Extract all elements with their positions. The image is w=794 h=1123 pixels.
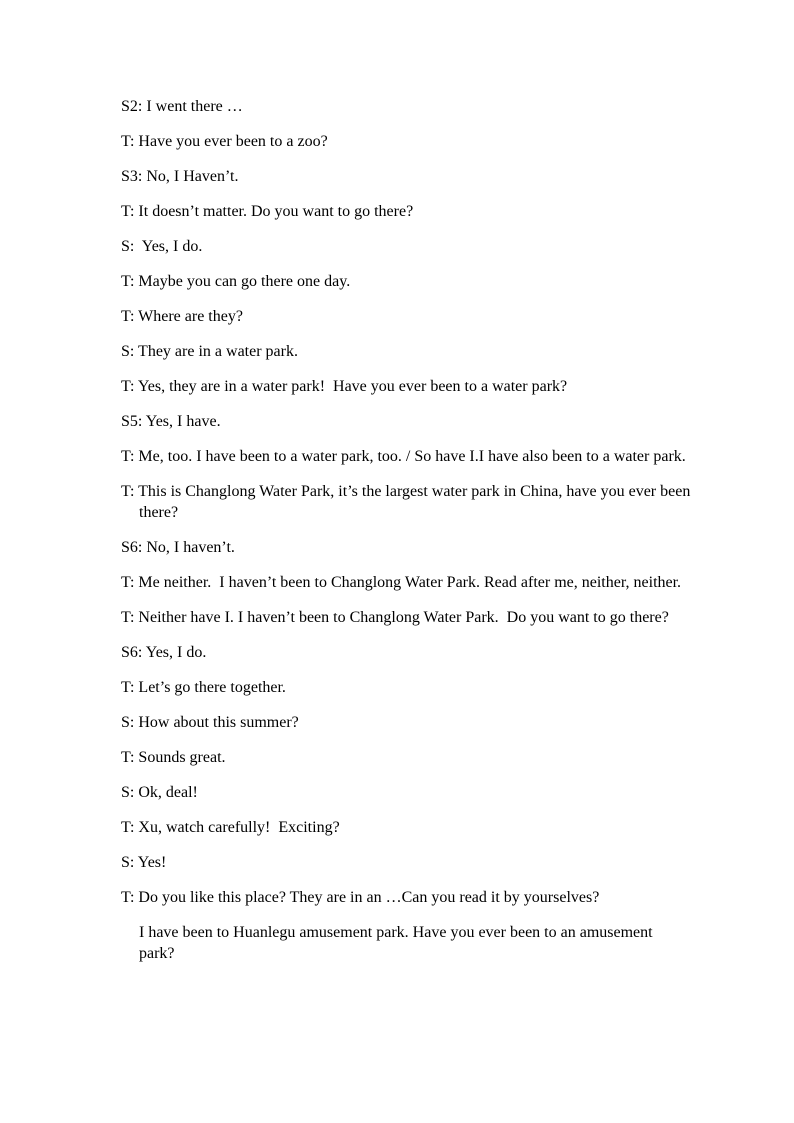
document-page xyxy=(121,96,695,978)
dialogue-line-17: T: Let’s go there together. xyxy=(121,679,286,696)
dialogue-line-5: S: Yes, I do. xyxy=(121,238,203,255)
dialogue-line-18: S: How about this summer? xyxy=(121,714,299,731)
dialogue-line-19: T: Sounds great. xyxy=(121,749,226,766)
dialogue-line-10: S5: Yes, I have. xyxy=(121,413,221,430)
dialogue-line-13: S6: No, I haven’t. xyxy=(121,539,235,556)
dialogue-line-6: T: Maybe you can go there one day. xyxy=(121,273,351,290)
dialogue-line-1: S2: I went there … xyxy=(121,98,243,115)
dialogue-line-21: T: Xu, watch carefully! Exciting? xyxy=(121,819,340,836)
dialogue-line-4: T: It doesn’t matter. Do you want to go there? xyxy=(121,203,414,220)
dialogue-line-9: T: Yes, they are in a water park! Have you ever been to a water park? xyxy=(121,378,568,395)
dialogue-line-8: S: They are in a water park. xyxy=(121,343,298,360)
dialogue-line-14: T: Me neither. I haven’t been to Changlong Water Park. Read after me, neither, neither. xyxy=(121,574,682,591)
dialogue-line-15: T: Neither have I. I haven’t been to Changlong Water Park. Do you want to go there? xyxy=(121,609,669,626)
dialogue-line-12: T: This is Changlong Water Park, it’s the largest water park in China, have you ever been there? xyxy=(121,483,695,521)
dialogue-line-23: T: Do you like this place? They are in an …Can you read it by yourselves? xyxy=(121,889,600,906)
dialogue-line-11: T: Me, too. I have been to a water park, too. / So have I.I have also been to a water park. xyxy=(121,448,686,465)
dialogue-line-2: T: Have you ever been to a zoo? xyxy=(121,133,328,150)
dialogue-line-7: T: Where are they? xyxy=(121,308,243,325)
dialogue-line-16: S6: Yes, I do. xyxy=(121,644,207,661)
dialogue-line-24: I have been to Huanlegu amusement park. Have you ever been to an amusement park? xyxy=(139,924,657,962)
dialogue-line-3: S3: No, I Haven’t. xyxy=(121,168,239,185)
dialogue-line-20: S: Ok, deal! xyxy=(121,784,198,801)
dialogue-line-22: S: Yes! xyxy=(121,854,167,871)
